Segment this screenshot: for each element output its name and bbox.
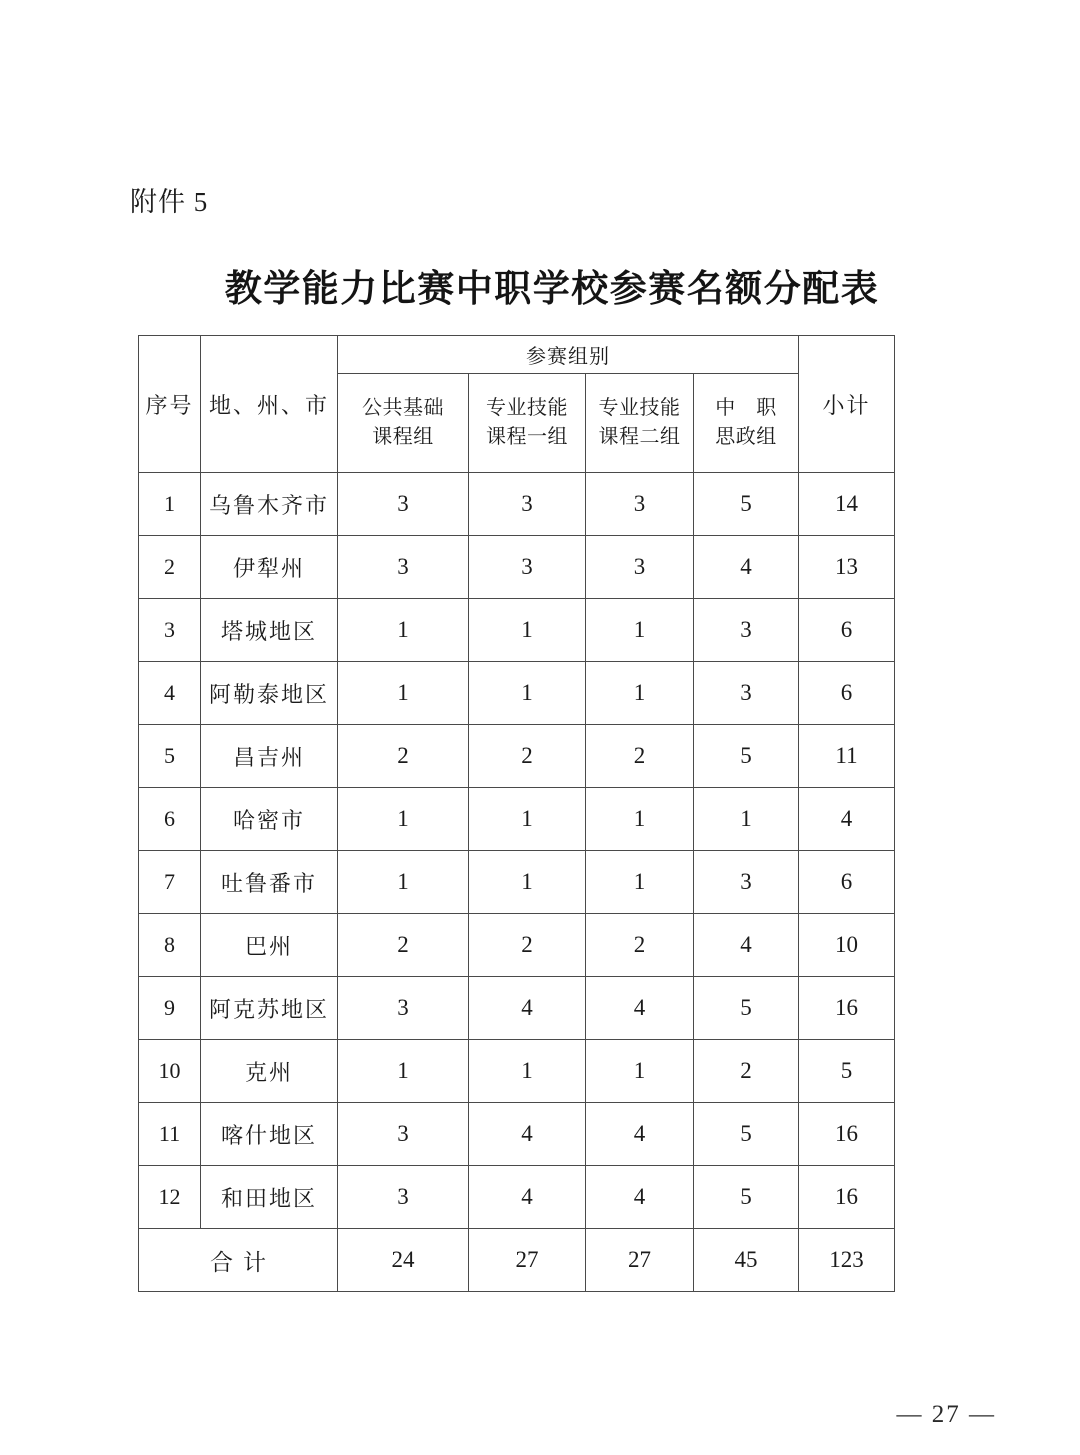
cell-index: 3	[139, 599, 201, 662]
cell-group-1: 3	[338, 1166, 469, 1229]
cell-subtotal: 16	[799, 1103, 895, 1166]
group-4-line-2: 思政组	[715, 426, 777, 448]
cell-subtotal: 11	[799, 725, 895, 788]
cell-group-2: 1	[469, 851, 586, 914]
total-group-1: 24	[338, 1229, 469, 1292]
cell-group-4: 5	[694, 1103, 799, 1166]
cell-group-1: 3	[338, 473, 469, 536]
cell-group-3: 1	[586, 851, 694, 914]
table-row	[139, 1040, 895, 1103]
column-header-group-3	[586, 374, 694, 473]
cell-group-1: 1	[338, 851, 469, 914]
table-row	[139, 725, 895, 788]
cell-group-3: 1	[586, 1040, 694, 1103]
allocation-table-container	[138, 335, 894, 1292]
cell-group-1: 1	[338, 788, 469, 851]
total-label: 合计	[139, 1229, 338, 1292]
cell-group-2: 2	[469, 914, 586, 977]
cell-subtotal: 4	[799, 788, 895, 851]
cell-group-2: 4	[469, 1103, 586, 1166]
group-1-line-2: 课程组	[372, 426, 434, 448]
cell-group-4: 3	[694, 662, 799, 725]
table-header	[139, 336, 895, 473]
table-header-row-top	[139, 336, 895, 374]
cell-region: 昌吉州	[201, 725, 338, 788]
cell-group-4: 5	[694, 725, 799, 788]
cell-region: 克州	[201, 1040, 338, 1103]
cell-index: 8	[139, 914, 201, 977]
cell-group-1: 1	[338, 662, 469, 725]
cell-region: 吐鲁番市	[201, 851, 338, 914]
table-row	[139, 851, 895, 914]
table-row	[139, 1166, 895, 1229]
column-header-subtotal: 小计	[799, 336, 895, 473]
cell-group-1: 3	[338, 536, 469, 599]
cell-group-4: 1	[694, 788, 799, 851]
cell-group-1: 1	[338, 599, 469, 662]
table-body	[139, 473, 895, 1292]
cell-group-3: 2	[586, 914, 694, 977]
cell-index: 4	[139, 662, 201, 725]
cell-subtotal: 16	[799, 1166, 895, 1229]
cell-group-2: 4	[469, 977, 586, 1040]
group-3-line-2: 课程二组	[598, 426, 681, 448]
cell-group-3: 1	[586, 788, 694, 851]
cell-subtotal: 6	[799, 662, 895, 725]
cell-index: 5	[139, 725, 201, 788]
cell-region: 和田地区	[201, 1166, 338, 1229]
cell-index: 12	[139, 1166, 201, 1229]
total-group-3: 27	[586, 1229, 694, 1292]
table-row	[139, 914, 895, 977]
total-group-2: 27	[469, 1229, 586, 1292]
column-header-group-1	[338, 374, 469, 473]
cell-index: 6	[139, 788, 201, 851]
cell-subtotal: 16	[799, 977, 895, 1040]
cell-index: 10	[139, 1040, 201, 1103]
cell-group-4: 3	[694, 851, 799, 914]
table-row	[139, 473, 895, 536]
group-2-line-2: 课程一组	[486, 426, 568, 448]
cell-group-4: 2	[694, 1040, 799, 1103]
table-row	[139, 788, 895, 851]
cell-group-3: 2	[586, 725, 694, 788]
cell-group-2: 3	[469, 536, 586, 599]
page-title: 教学能力比赛中职学校参赛名额分配表	[224, 269, 880, 310]
cell-group-2: 1	[469, 1040, 586, 1103]
cell-group-4: 5	[694, 1166, 799, 1229]
cell-region: 乌鲁木齐市	[201, 473, 338, 536]
table-row	[139, 662, 895, 725]
group-1-line-1: 公共基础	[362, 397, 444, 419]
cell-group-4: 4	[694, 914, 799, 977]
cell-group-3: 3	[586, 473, 694, 536]
cell-subtotal: 6	[799, 851, 895, 914]
cell-region: 阿克苏地区	[201, 977, 338, 1040]
cell-subtotal: 5	[799, 1040, 895, 1103]
column-header-group-2	[469, 374, 586, 473]
cell-group-2: 1	[469, 788, 586, 851]
column-header-index: 序号	[139, 336, 201, 473]
cell-region: 哈密市	[201, 788, 338, 851]
cell-group-4: 5	[694, 977, 799, 1040]
cell-group-3: 1	[586, 599, 694, 662]
cell-group-2: 2	[469, 725, 586, 788]
cell-subtotal: 10	[799, 914, 895, 977]
cell-group-4: 4	[694, 536, 799, 599]
cell-region: 阿勒泰地区	[201, 662, 338, 725]
cell-group-1: 2	[338, 725, 469, 788]
cell-group-4: 3	[694, 599, 799, 662]
total-subtotal: 123	[799, 1229, 895, 1292]
attachment-label: 附件 5	[130, 187, 209, 217]
column-header-region: 地、州、市	[201, 336, 338, 473]
cell-group-3: 4	[586, 1103, 694, 1166]
cell-region: 塔城地区	[201, 599, 338, 662]
cell-subtotal: 14	[799, 473, 895, 536]
table-row	[139, 1103, 895, 1166]
cell-group-3: 4	[586, 977, 694, 1040]
page-number: — 27 —	[896, 1401, 996, 1428]
cell-group-3: 1	[586, 662, 694, 725]
table-row	[139, 536, 895, 599]
allocation-table	[138, 335, 895, 1292]
group-3-line-1: 专业技能	[598, 397, 681, 419]
group-4-line-1: 中 职	[715, 397, 777, 419]
cell-group-1: 2	[338, 914, 469, 977]
total-group-4: 45	[694, 1229, 799, 1292]
cell-group-4: 5	[694, 473, 799, 536]
cell-index: 9	[139, 977, 201, 1040]
cell-group-1: 3	[338, 977, 469, 1040]
cell-index: 2	[139, 536, 201, 599]
cell-region: 巴州	[201, 914, 338, 977]
cell-group-2: 3	[469, 473, 586, 536]
cell-group-2: 1	[469, 662, 586, 725]
table-row	[139, 977, 895, 1040]
cell-index: 1	[139, 473, 201, 536]
group-2-line-1: 专业技能	[486, 397, 568, 419]
cell-subtotal: 6	[799, 599, 895, 662]
cell-group-1: 1	[338, 1040, 469, 1103]
cell-index: 7	[139, 851, 201, 914]
cell-group-3: 4	[586, 1166, 694, 1229]
table-row	[139, 599, 895, 662]
cell-subtotal: 13	[799, 536, 895, 599]
cell-group-2: 4	[469, 1166, 586, 1229]
cell-index: 11	[139, 1103, 201, 1166]
column-header-group-title: 参赛组别	[338, 336, 799, 374]
cell-group-1: 3	[338, 1103, 469, 1166]
cell-region: 喀什地区	[201, 1103, 338, 1166]
table-total-row	[139, 1229, 895, 1292]
cell-region: 伊犁州	[201, 536, 338, 599]
column-header-group-4	[694, 374, 799, 473]
cell-group-3: 3	[586, 536, 694, 599]
cell-group-2: 1	[469, 599, 586, 662]
